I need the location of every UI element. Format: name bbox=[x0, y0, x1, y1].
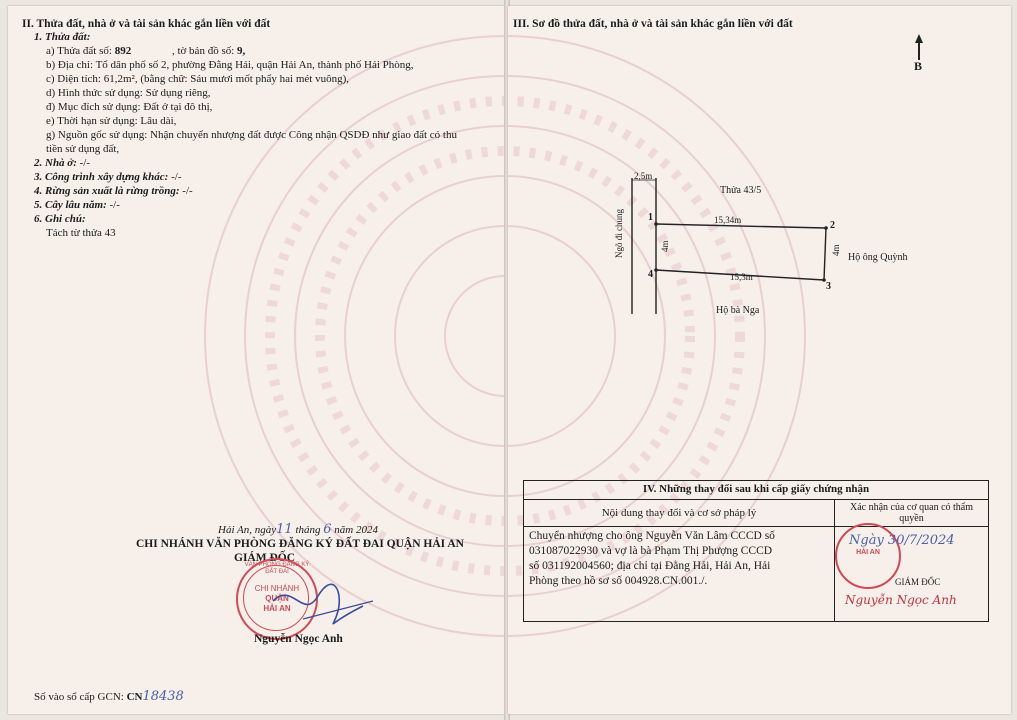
change-line-4: Phòng theo hồ sơ số 004928.CN.001./. bbox=[529, 575, 708, 587]
date-place: Hải An, ngày bbox=[218, 524, 277, 536]
point-4: 4 bbox=[648, 269, 653, 280]
parcel-label: a) Thửa đất số: bbox=[46, 45, 112, 57]
item4-title: 4. Rừng sản xuất là rừng trồng: bbox=[34, 185, 180, 197]
use-form-line: d) Hình thức sử dụng: Sử dụng riêng, bbox=[46, 87, 211, 99]
register-number: 18438 bbox=[142, 689, 184, 704]
top-neighbor: Thửa 43/5 bbox=[720, 185, 762, 196]
origin-line-1: g) Nguồn gốc sử dụng: Nhận chuyển nhượng đất được Công nhận QSDĐ như giao đất có thu bbox=[46, 129, 457, 141]
left-width: 4m bbox=[660, 240, 670, 252]
point-2: 2 bbox=[830, 220, 835, 231]
parcel-line bbox=[46, 45, 245, 58]
col-content-header: Nội dung thay đổi và cơ sở pháp lý bbox=[524, 500, 835, 527]
date-month-label: tháng bbox=[295, 524, 321, 536]
issue-date bbox=[218, 523, 378, 537]
area-line: c) Diện tích: 61,2m², (bằng chữ: Sáu mươi mốt phẩy hai mét vuông), bbox=[46, 73, 350, 85]
left-page bbox=[8, 6, 505, 714]
item5-title: 5. Cây lâu năm: bbox=[34, 199, 107, 211]
item2-line bbox=[34, 157, 90, 170]
confirm-signer: Nguyễn Ngọc Anh bbox=[845, 593, 957, 607]
point-3: 3 bbox=[826, 281, 831, 292]
change-line-3: số 031192004560; địa chỉ tại Đằng Hải, Hải An, Hải bbox=[529, 560, 771, 572]
map-sheet-number: 9, bbox=[237, 45, 246, 57]
seal-top-text: VĂN PHÒNG ĐĂNG KÝ ĐẤT ĐAI bbox=[244, 562, 310, 575]
change-line-1: Chuyển nhượng cho ông Nguyễn Văn Lâm CCCD số bbox=[529, 530, 775, 542]
item3-line bbox=[34, 171, 181, 184]
right-neighbor: Hộ ông Quỳnh bbox=[848, 252, 908, 263]
date-month: 6 bbox=[323, 522, 332, 537]
right-width: 4m bbox=[831, 244, 841, 256]
point-1: 1 bbox=[648, 212, 653, 223]
bottom-neighbor: Hộ bà Nga bbox=[716, 305, 760, 316]
item6-title: 6. Ghi chú: bbox=[34, 213, 86, 225]
alley-label: Ngõ đi chung bbox=[614, 209, 624, 258]
parcel-number: 892 bbox=[114, 45, 132, 57]
register-line bbox=[34, 690, 184, 704]
official-seal bbox=[236, 558, 318, 640]
register-label: Số vào sổ cấp GCN: bbox=[34, 691, 124, 703]
use-term-line: e) Thời hạn sử dụng: Lâu dài, bbox=[46, 115, 177, 127]
address-line: b) Địa chỉ: Tổ dân phố số 2, phường Đằng Hải, quận Hải An, thành phố Hải Phòng, bbox=[46, 59, 414, 71]
item2-title: 2. Nhà ở: bbox=[34, 157, 77, 169]
section-ii-title: II. Thửa đất, nhà ở và tài sản khác gắn liền với đất bbox=[22, 18, 271, 30]
confirm-date: Ngày 30/7/2024 bbox=[849, 533, 955, 548]
col-confirm-header: Xác nhận của cơ quan có thẩm quyền bbox=[835, 500, 989, 527]
item2-value: -/- bbox=[79, 157, 91, 169]
seal-line-3: HẢI AN bbox=[263, 604, 291, 613]
date-day: 11 bbox=[276, 522, 293, 537]
changes-title: IV. Những thay đổi sau khi cấp giấy chứng nhận bbox=[524, 481, 989, 500]
item3-value: -/- bbox=[171, 171, 182, 183]
register-prefix: CN bbox=[126, 691, 143, 703]
note-text: Tách từ thửa 43 bbox=[46, 227, 116, 239]
item5-value: -/- bbox=[109, 199, 120, 211]
alley-width: 2,5m bbox=[634, 171, 653, 181]
item4-value: -/- bbox=[182, 185, 193, 197]
use-purpose-line: đ) Mục đích sử dụng: Đất ở tại đô thị, bbox=[46, 101, 213, 113]
map-sheet-label: , tờ bản đồ số: bbox=[171, 45, 235, 57]
bottom-length: 15,3m bbox=[730, 272, 753, 282]
office-name: CHI NHÁNH VĂN PHÒNG ĐĂNG KÝ ĐẤT ĐAI QUẬN HẢI AN bbox=[136, 538, 464, 550]
seal-line-1: CHI NHÁNH bbox=[254, 584, 300, 593]
change-line-2: 031087022930 và vợ là bà Phạm Thị Phượng CCCD bbox=[529, 545, 773, 557]
section-iii-title: III. Sơ đồ thửa đất, nhà ở và tài sản khác gắn liền với đất bbox=[513, 18, 793, 30]
seal-line-2: QUẬN bbox=[265, 594, 289, 603]
confirm-cell bbox=[835, 527, 989, 622]
top-length: 15,34m bbox=[714, 215, 742, 225]
changes-table bbox=[523, 480, 989, 622]
item5-line bbox=[34, 199, 120, 212]
origin-line-2: tiền sử dụng đất, bbox=[46, 143, 120, 155]
item4-line bbox=[34, 185, 193, 198]
north-label: B bbox=[914, 59, 923, 73]
right-page bbox=[508, 6, 1011, 714]
director-title: GIÁM ĐỐC bbox=[234, 552, 296, 564]
confirm-seal-text: HẢI AN bbox=[856, 549, 880, 556]
change-content-cell bbox=[524, 527, 835, 622]
confirm-title: GIÁM ĐỐC bbox=[895, 577, 941, 587]
date-year: năm 2024 bbox=[334, 524, 378, 536]
signer-name: Nguyễn Ngọc Anh bbox=[254, 633, 343, 645]
item1-title: 1. Thửa đất: bbox=[34, 31, 91, 43]
item3-title: 3. Công trình xây dựng khác: bbox=[34, 171, 169, 183]
